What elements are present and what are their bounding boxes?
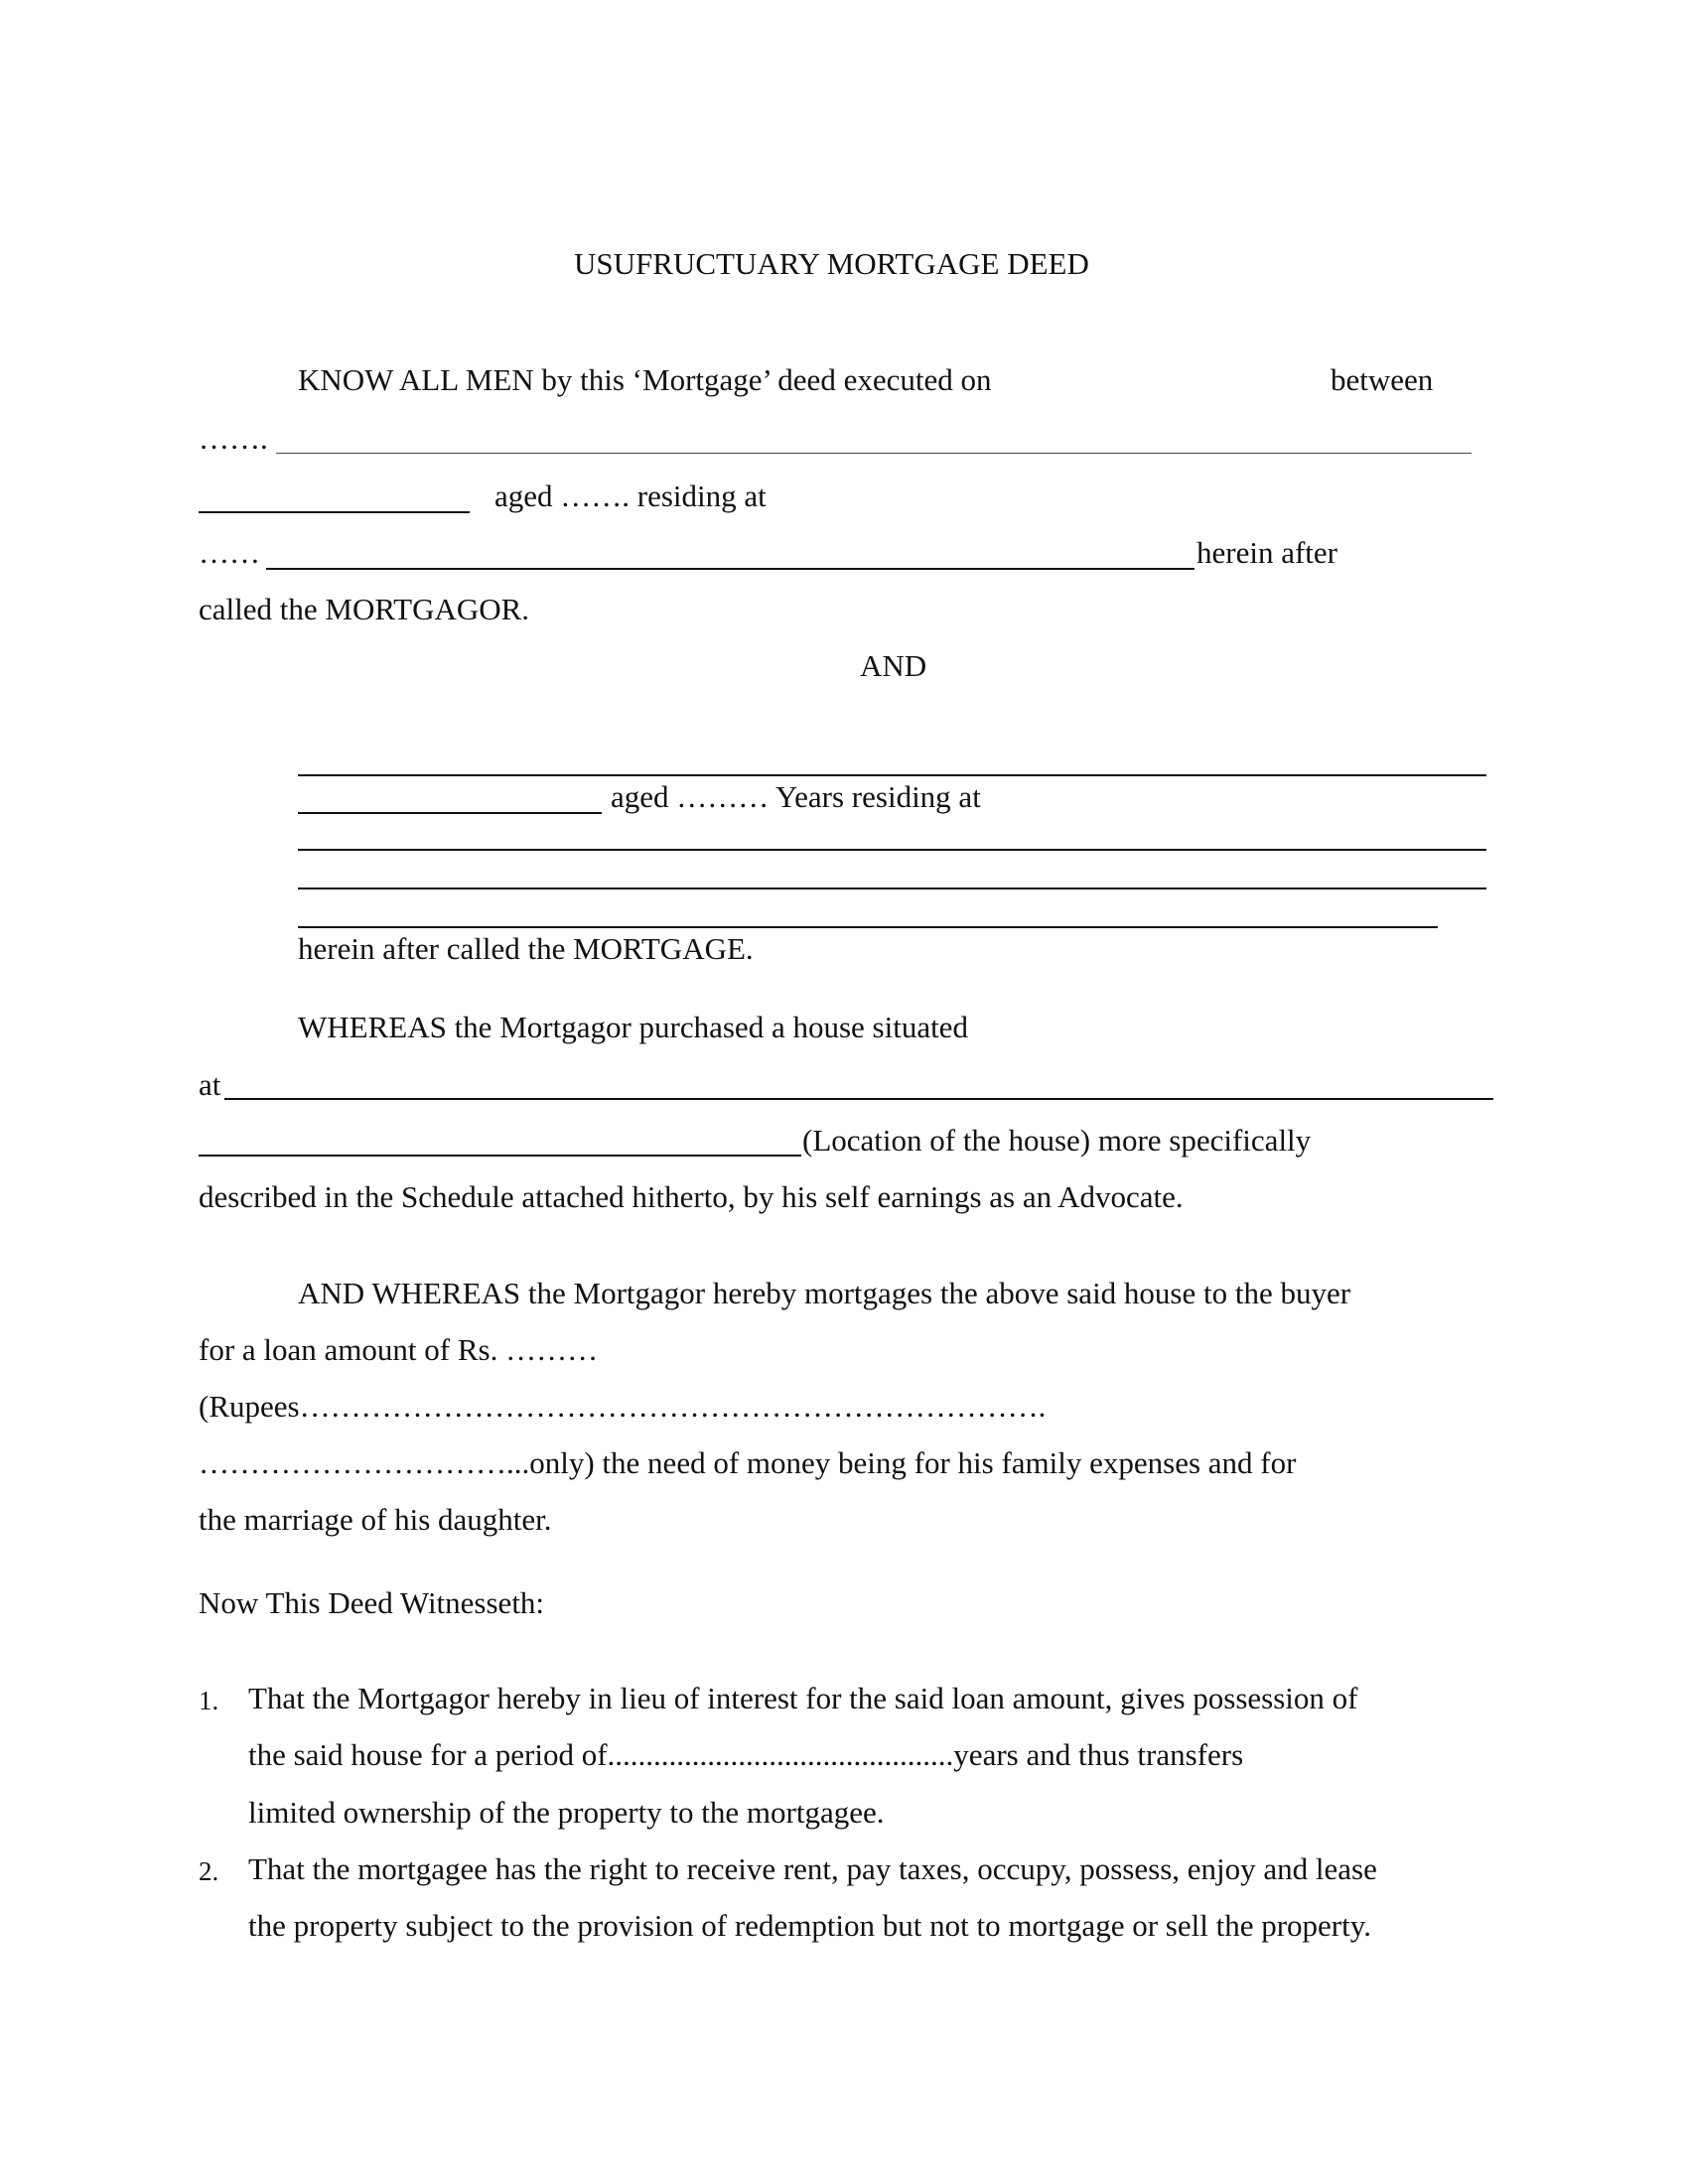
clause-line: That the mortgagee has the right to receive rent, pay taxes, occupy, possess, enjoy and lease [248, 1851, 1377, 1886]
second-party-aged-years: aged ……… Years residing at [611, 779, 981, 814]
mortgagee-address-blank-1[interactable] [298, 849, 1486, 851]
clause-number: 2. [199, 1856, 219, 1886]
and-whereas-line-2: for a loan amount of Rs. ……… [199, 1332, 599, 1367]
intro-line-2-prefix: ……. [199, 421, 268, 456]
whereas-line-1: WHEREAS the Mortgagor purchased a house situated [298, 1010, 968, 1044]
and-whereas-line-4: …………………………...only) the need of money being for his family expenses and for [199, 1445, 1297, 1480]
mortgagor-address-blank[interactable] [266, 568, 1195, 570]
mortgagee-name-blank[interactable] [298, 774, 1486, 776]
intro-herein-after: herein after [1196, 535, 1337, 570]
mortgagor-name-blank-2[interactable] [199, 511, 470, 513]
mortgagee-name-blank-2[interactable] [298, 812, 602, 814]
intro-aged-residing: aged ……. residing at [494, 478, 767, 513]
mortgagor-name-blank[interactable] [276, 453, 1472, 454]
intro-between: between [1331, 362, 1434, 397]
whereas-location: (Location of the house) more specifically [802, 1123, 1312, 1158]
intro-called-mortgagor: called the MORTGAGOR. [199, 592, 530, 626]
clause-line: limited ownership of the property to the mortgagee. [248, 1795, 885, 1830]
mortgagee-address-blank-2[interactable] [298, 887, 1486, 889]
whereas-schedule: described in the Schedule attached hitherto, by his self earnings as an Advocate. [199, 1179, 1184, 1214]
mortgagee-address-blank-3[interactable] [298, 926, 1438, 928]
witnesseth-heading: Now This Deed Witnesseth: [199, 1585, 545, 1620]
and-whereas-line-1: AND WHEREAS the Mortgagor hereby mortgages the above said house to the buyer [298, 1276, 1351, 1310]
intro-line-4-prefix: …… [199, 535, 260, 570]
document-title: USUFRUCTUARY MORTGAGE DEED [574, 246, 1089, 281]
clause-line: That the Mortgagor hereby in lieu of interest for the said loan amount, gives possession of [248, 1681, 1358, 1715]
house-location-blank-2[interactable] [199, 1155, 801, 1157]
house-location-blank[interactable] [224, 1098, 1493, 1100]
and-separator: AND [860, 648, 927, 683]
clause-number: 1. [199, 1686, 219, 1715]
intro-line-1: KNOW ALL MEN by this ‘Mortgage’ deed executed on [298, 362, 992, 397]
clause-line: the property subject to the provision of redemption but not to mortgage or sell the property. [248, 1908, 1371, 1943]
clause-line: the said house for a period of.............................................years and thus transfers [248, 1737, 1244, 1772]
and-whereas-line-3: (Rupees………………………………………………………………. [199, 1389, 1047, 1424]
whereas-at: at [199, 1067, 221, 1102]
and-whereas-line-5: the marriage of his daughter. [199, 1502, 552, 1537]
second-party-called: herein after called the MORTGAGE. [298, 931, 754, 966]
